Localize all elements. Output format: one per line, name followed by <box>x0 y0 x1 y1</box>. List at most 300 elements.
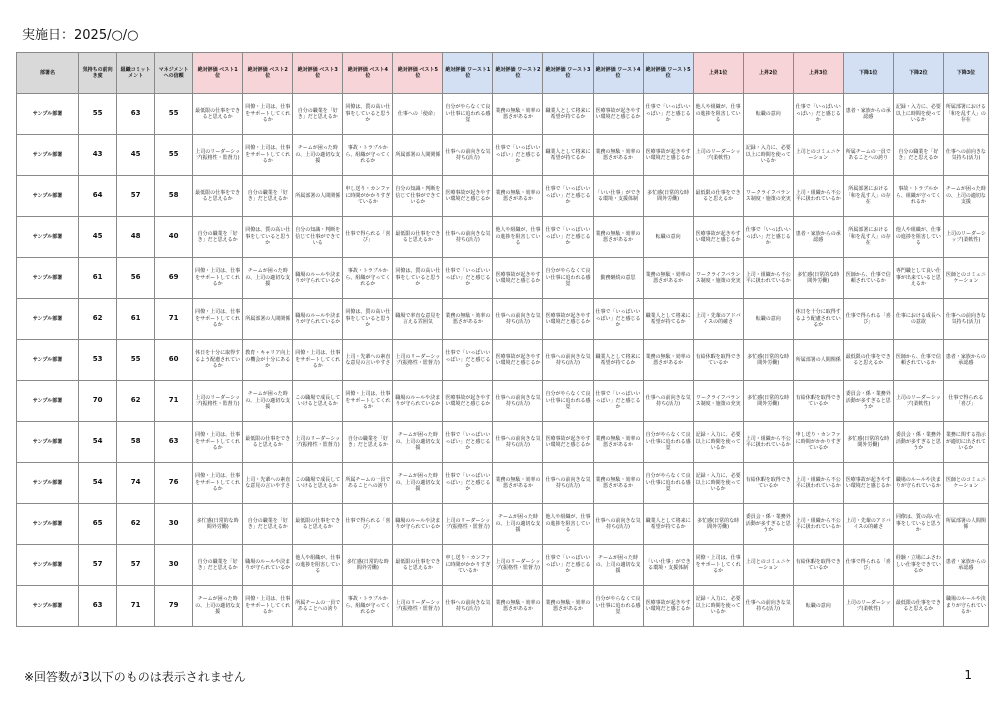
ranking-item-cell: 所属部署の人間関係 <box>393 135 443 176</box>
ranking-item-cell: 業務の無駄・効率の悪さがあるか <box>643 340 693 381</box>
ranking-item-cell: 他人や組織が、仕事の進捗を阻害している <box>693 94 743 135</box>
ranking-item-cell: 職場のルールや決まりが守られているか <box>943 586 988 627</box>
ranking-item-cell: 医師とのコミュニケーション <box>943 258 988 299</box>
ranking-item-cell: 上司・組織から不公平に扱われているか <box>793 463 843 504</box>
ranking-item-cell: 仕事で得られる「喜び」 <box>843 299 893 340</box>
ranking-item-cell: 記録・入力に、必要以上に時間を使っているか <box>743 135 793 176</box>
column-header: 絶対評価 ワースト3位 <box>543 53 593 94</box>
ranking-item-cell: 自分がやらなくて良い仕事に追われる感覚 <box>543 381 593 422</box>
ranking-item-cell: 仕事で「いっぱいいっぱい」だと感じるか <box>443 463 493 504</box>
ranking-item-cell: 仕事への前向きな気持ち(活力) <box>493 422 543 463</box>
ranking-item-cell: 業務の無駄・効率の悪さがあるか <box>493 176 543 217</box>
ranking-item-cell: チームが困った時の、上司の適切な支援 <box>593 545 643 586</box>
score-cell: 45 <box>117 135 155 176</box>
ranking-item-cell: 経験・立場にふさわしい仕事をできているか <box>893 545 943 586</box>
ranking-item-cell: 業務の無駄・効率の悪さがあるか <box>493 463 543 504</box>
ranking-item-cell: 医療事故が起きやすい環境だと感じるか <box>443 381 493 422</box>
ranking-item-cell: チームが困った時の、上司の適切な支援 <box>943 176 988 217</box>
ranking-item-cell: 職場のルールや決まりが守られているか <box>293 299 343 340</box>
header-row <box>17 53 989 94</box>
ranking-item-cell: 同僚・上司は、仕事をサポートしてくれるか <box>193 463 243 504</box>
ranking-item-cell: 上司・先輩への素直な意見の言いやすさ <box>243 463 293 504</box>
ranking-item-cell: 他人や組織が、仕事の進捗を阻害している <box>893 217 943 258</box>
ranking-item-cell: 仕事で得られる「喜び」 <box>343 217 393 258</box>
ranking-item-cell: 仕事への前向きな気持ち(活力) <box>493 299 543 340</box>
table-row <box>17 135 989 176</box>
score-cell: 58 <box>117 422 155 463</box>
ranking-item-cell: 記録・入力に、必要以上に時間を使っているか <box>693 422 743 463</box>
ranking-item-cell: 上司のリーダーシップ(振格性・監督力) <box>193 381 243 422</box>
score-cell: 61 <box>117 299 155 340</box>
ranking-item-cell: 仕事で「いっぱいいっぱい」だと感じるか <box>443 340 493 381</box>
ranking-item-cell: 仕事への前向きな気持ち(活力) <box>443 135 493 176</box>
ranking-item-cell: 同僚・上司は、仕事をサポートしてくれるか <box>193 422 243 463</box>
ranking-item-cell: チームが困った時の、上司の適切な支援 <box>393 463 443 504</box>
ranking-item-cell: 仕事で「いっぱいいっぱい」だと感じるか <box>593 299 643 340</box>
score-cell: 63 <box>117 94 155 135</box>
ranking-item-cell: 上司のリーダーシップ(柔軟性) <box>693 135 743 176</box>
ranking-item-cell: 所属部署の人間関係 <box>943 504 988 545</box>
ranking-item-cell: 仕事で「いっぱいいっぱい」だと感じるか <box>543 217 593 258</box>
ranking-item-cell: 他人や組織が、仕事の進捗を阻害している <box>493 217 543 258</box>
ranking-item-cell: ワークライフバランス制度・施策の充実 <box>693 258 743 299</box>
ranking-item-cell: 多忙感(日常的な時間外労働) <box>643 176 693 217</box>
ranking-item-cell: 所属部署における「和を乱す人」の存在 <box>943 94 988 135</box>
ranking-item-cell: 職業人として将来に希望が持てるか <box>543 135 593 176</box>
ranking-item-cell: 所属チームの一員であることへの誇り <box>293 586 343 627</box>
column-header: 絶対評価 ベスト5位 <box>393 53 443 94</box>
table-row <box>17 586 989 627</box>
score-cell: 58 <box>155 176 193 217</box>
table-row <box>17 504 989 545</box>
score-cell: 53 <box>79 340 117 381</box>
ranking-item-cell: 休日を十分に取得するよう配慮されているか <box>793 299 843 340</box>
ranking-item-cell: 職業人として将来に希望が持てるか <box>643 504 693 545</box>
ranking-item-cell: 仕事で「いっぱいいっぱい」だと感じるか <box>643 94 693 135</box>
ranking-item-cell: 転職の意向 <box>793 586 843 627</box>
ranking-item-cell: 他人や組織が、仕事の進捗を阻害している <box>543 504 593 545</box>
ranking-item-cell: 仕事で「いっぱいいっぱい」だと感じるか <box>443 258 493 299</box>
ranking-item-cell: 上司のリーダーシップ(柔軟性) <box>843 586 893 627</box>
column-header: 気持ちの前向き度 <box>79 53 117 94</box>
ranking-item-cell: 有給休暇を取得できているか <box>693 340 743 381</box>
department-name: サンプル部署 <box>17 94 79 135</box>
ranking-item-cell: 仕事で「いっぱいいっぱい」だと感じるか <box>443 422 493 463</box>
department-name: サンプル部署 <box>17 217 79 258</box>
ranking-item-cell: 多忙感(日常的な時間外労働) <box>793 258 843 299</box>
ranking-item-cell: 同僚は、質の高い仕事をしていると思うか <box>343 94 393 135</box>
column-header: 下降1位 <box>843 53 893 94</box>
report-date-title: 実施日：2025/○/○ <box>22 28 139 43</box>
table-row <box>17 258 989 299</box>
column-header: 絶対評価 ワースト2位 <box>493 53 543 94</box>
score-cell: 71 <box>155 299 193 340</box>
score-cell: 60 <box>155 340 193 381</box>
ranking-item-cell: 多忙感(日常的な時間外労働) <box>693 504 743 545</box>
ranking-item-cell: 上司・先輩のアドバイスの的確さ <box>843 504 893 545</box>
ranking-item-cell: 医療事故が起きやすい環境だと感じるか <box>443 176 493 217</box>
ranking-item-cell: 有給休暇を取得できているか <box>743 463 793 504</box>
ranking-item-cell: 最低限の仕事をできると思えるか <box>843 340 893 381</box>
ranking-item-cell: 上司とのコミュニケーション <box>743 545 793 586</box>
ranking-item-cell: 仕事への「使命」 <box>393 94 443 135</box>
ranking-item-cell: 所属部署の人間関係 <box>293 176 343 217</box>
ranking-item-cell: 同僚・上司は、仕事をサポートしてくれるか <box>293 340 343 381</box>
ranking-item-cell: チームが困った時の、上司の適切な支援 <box>193 586 243 627</box>
score-cell: 40 <box>155 217 193 258</box>
score-cell: 76 <box>155 463 193 504</box>
column-header: 上昇2位 <box>743 53 793 94</box>
ranking-item-cell: チームが困った時の、上司の適切な支援 <box>493 504 543 545</box>
ranking-item-cell: 自分の職業を「好き」だと思えるか <box>893 135 943 176</box>
ranking-item-cell: 所属部署の人間関係 <box>793 340 843 381</box>
table-header <box>17 53 989 94</box>
ranking-item-cell: 上司・先輩への素直な意見の言いやすさ <box>343 340 393 381</box>
ranking-item-cell: 業務の無駄・効率の悪さがあるか <box>493 94 543 135</box>
ranking-item-cell: 職場で率直な意見を言える雰囲気 <box>393 299 443 340</box>
column-header: 組織コミットメント <box>117 53 155 94</box>
score-cell: 65 <box>79 504 117 545</box>
ranking-item-cell: 医師から、仕事で信頼されているか <box>893 340 943 381</box>
table-row <box>17 299 989 340</box>
ranking-item-cell: この職場で成長していけると思えるか <box>293 381 343 422</box>
ranking-item-cell: 職業人として将来に希望が持てるか <box>543 94 593 135</box>
column-header: 上昇1位 <box>693 53 743 94</box>
ranking-item-cell: 自分の職業を「好き」だと思えるか <box>293 94 343 135</box>
score-cell: 57 <box>117 545 155 586</box>
ranking-item-cell: 上司のリーダーシップ(柔軟性) <box>893 381 943 422</box>
ranking-item-cell: 所属部署における「和を乱す人」の存在 <box>843 176 893 217</box>
department-name: サンプル部署 <box>17 422 79 463</box>
score-cell: 71 <box>117 586 155 627</box>
ranking-item-cell: 多忙感(日常的な時間外労働) <box>343 545 393 586</box>
ranking-item-cell: 医療事故が起きやすい環境だと感じるか <box>493 258 543 299</box>
department-survey-table <box>16 52 989 627</box>
page-number: 1 <box>964 668 972 682</box>
ranking-item-cell: 上司のリーダーシップ(振格性・監督力) <box>193 135 243 176</box>
ranking-item-cell: 仕事への前向きな気持ち(活力) <box>593 504 643 545</box>
ranking-item-cell: 自分の職業を「好き」だと思えるか <box>193 545 243 586</box>
ranking-item-cell: 仕事への前向きな気持ち(活力) <box>943 299 988 340</box>
ranking-item-cell: 医療事故が起きやすい環境だと感じるか <box>643 135 693 176</box>
table-row <box>17 422 989 463</box>
ranking-item-cell: 仕事における成長への意欲 <box>893 299 943 340</box>
ranking-item-cell: 有給休暇を取得できているか <box>793 545 843 586</box>
ranking-item-cell: 所属チームの一員であることへの誇り <box>343 463 393 504</box>
column-header: 上昇3位 <box>793 53 843 94</box>
ranking-item-cell: 上司・組織から不公平に扱われているか <box>793 504 843 545</box>
ranking-item-cell: 同僚・上司は、仕事をサポートしてくれるか <box>343 381 393 422</box>
ranking-item-cell: 仕事で「いっぱいいっぱい」だと感じるか <box>593 381 643 422</box>
ranking-item-cell: 職業人として将来に希望が持てるか <box>593 340 643 381</box>
ranking-item-cell: 多忙感(日常的な時間外労働) <box>193 504 243 545</box>
table-body <box>17 94 989 627</box>
score-cell: 45 <box>79 217 117 258</box>
ranking-item-cell: 業務の無駄・効率の悪さがあるか <box>593 463 643 504</box>
score-cell: 61 <box>79 258 117 299</box>
department-name: サンプル部署 <box>17 504 79 545</box>
ranking-item-cell: 医療事故が起きやすい環境だと感じるか <box>493 340 543 381</box>
ranking-item-cell: 仕事への前向きな気持ち(活力) <box>643 381 693 422</box>
table-row <box>17 94 989 135</box>
ranking-item-cell: 仕事への前向きな気持ち(活力) <box>543 340 593 381</box>
ranking-item-cell: 職場のルールや決まりが守られているか <box>893 463 943 504</box>
ranking-item-cell: 自分の知識・判断を信じて仕事ができている <box>293 217 343 258</box>
ranking-item-cell: 有給休暇を取得できているか <box>793 381 843 422</box>
ranking-item-cell: 業務の無駄・効率の悪さがあるか <box>493 586 543 627</box>
ranking-item-cell: 最低限の仕事をできると思えるか <box>893 586 943 627</box>
score-cell: 69 <box>155 258 193 299</box>
ranking-item-cell: 医療事故が起きやすい環境だと感じるか <box>593 94 643 135</box>
score-cell: 54 <box>79 463 117 504</box>
table-row <box>17 340 989 381</box>
score-cell: 74 <box>117 463 155 504</box>
ranking-item-cell: 仕事への前向きな気持ち(活力) <box>743 586 793 627</box>
ranking-item-cell: 患者・家族からの承認感 <box>943 340 988 381</box>
ranking-item-cell: 最低限の仕事をできると思えるか <box>243 422 293 463</box>
ranking-item-cell: 医療事故が起きやすい環境だと感じるか <box>643 586 693 627</box>
score-cell: 56 <box>117 258 155 299</box>
ranking-item-cell: 最低限の仕事をできると思えるか <box>693 176 743 217</box>
ranking-item-cell: 職場のルールや決まりが守られているか <box>293 258 343 299</box>
score-cell: 62 <box>117 381 155 422</box>
ranking-item-cell: 最低限の仕事をできると思えるか <box>293 504 343 545</box>
ranking-item-cell: 職業人として将来に希望が持てるか <box>643 299 693 340</box>
ranking-item-cell: 自分がやらなくて良い仕事に追われる感覚 <box>643 463 693 504</box>
ranking-item-cell: 仕事への前向きな気持ち(活力) <box>443 217 493 258</box>
score-cell: 71 <box>155 381 193 422</box>
score-cell: 57 <box>117 176 155 217</box>
ranking-item-cell: 仕事への前向きな気持ち(活力) <box>943 135 988 176</box>
ranking-item-cell: 委員会・係・業務外活動が多すぎると思うか <box>843 381 893 422</box>
ranking-item-cell: 「いい仕事」ができる環境・支援体制 <box>643 545 693 586</box>
ranking-item-cell: 仕事で「いっぱいいっぱい」だと感じるか <box>543 545 593 586</box>
ranking-item-cell: 自分の知識・判断を信じて仕事ができているか <box>393 176 443 217</box>
score-cell: 30 <box>155 545 193 586</box>
ranking-item-cell: 所属部署における「和を乱す人」の存在 <box>843 217 893 258</box>
column-header: 下降2位 <box>893 53 943 94</box>
ranking-item-cell: 仕事で得られる「喜び」 <box>843 545 893 586</box>
ranking-item-cell: 所属部署の人間関係 <box>243 299 293 340</box>
table-row <box>17 176 989 217</box>
ranking-item-cell: 自分の職業を「好き」だと思えるか <box>343 422 393 463</box>
department-name: サンプル部署 <box>17 463 79 504</box>
ranking-item-cell: 委員会・係・業務外活動が多すぎると思うか <box>743 504 793 545</box>
score-cell: 48 <box>117 217 155 258</box>
score-cell: 54 <box>79 422 117 463</box>
ranking-item-cell: 休日を十分に取得するよう配慮されているか <box>193 340 243 381</box>
ranking-item-cell: 仕事で得られる「喜び」 <box>343 504 393 545</box>
department-name: サンプル部署 <box>17 340 79 381</box>
score-cell: 64 <box>79 176 117 217</box>
ranking-item-cell: 他人や組織が、仕事の進捗を阻害している <box>293 545 343 586</box>
score-cell: 55 <box>155 135 193 176</box>
ranking-item-cell: 上司とのコミュニケーション <box>793 135 843 176</box>
ranking-item-cell: 同僚・上司は、仕事をサポートしてくれるか <box>243 586 293 627</box>
column-header: 絶対評価 ワースト5位 <box>643 53 693 94</box>
ranking-item-cell: 同僚・上司は、仕事をサポートしてくれるか <box>193 299 243 340</box>
ranking-item-cell: 転職の意向 <box>743 94 793 135</box>
ranking-item-cell: 最低限の仕事をできると思えるか <box>193 94 243 135</box>
ranking-item-cell: 業務の無駄・効率の悪さがあるか <box>593 422 643 463</box>
ranking-item-cell: 事故・トラブルから、組織が守ってくれるか <box>343 258 393 299</box>
table-row <box>17 463 989 504</box>
ranking-item-cell: 上司・組織から不公平に扱われているか <box>793 176 843 217</box>
ranking-item-cell: 教育・キャリア向上の機会が十分にあるか <box>243 340 293 381</box>
ranking-item-cell: 「いい仕事」ができる環境・支援体制 <box>593 176 643 217</box>
ranking-item-cell: 記録・入力に、必要以上に時間を使っているか <box>693 463 743 504</box>
ranking-item-cell: 同僚は、質の高い仕事をしていると思うか <box>893 504 943 545</box>
ranking-item-cell: 同僚は、質の高い仕事をしていると思うか <box>393 258 443 299</box>
ranking-item-cell: 医師とのコミュニケーション <box>943 463 988 504</box>
ranking-item-cell: 患者・家族からの承認感 <box>843 94 893 135</box>
ranking-item-cell: 同僚・上司は、仕事をサポートしてくれるか <box>693 545 743 586</box>
column-header: 絶対評価 ベスト1位 <box>193 53 243 94</box>
ranking-item-cell: 自分の職業を「好き」だと思えるか <box>193 217 243 258</box>
score-cell: 43 <box>79 135 117 176</box>
ranking-item-cell: ワークライフバランス制度・施策の充実 <box>693 381 743 422</box>
ranking-item-cell: 申し送り・カンファに時間がかかりすぎているか <box>443 545 493 586</box>
ranking-item-cell: 同僚・上司は、仕事をサポートしてくれるか <box>193 258 243 299</box>
ranking-item-cell: 業務の無駄・効率の悪さがあるか <box>593 135 643 176</box>
ranking-item-cell: 医療事故が起きやすい環境だと感じるか <box>543 422 593 463</box>
ranking-item-cell: 上司のリーダーシップ(振格性・監督力) <box>393 340 443 381</box>
ranking-item-cell: 業務の無駄・効率の悪さがあるか <box>543 586 593 627</box>
ranking-item-cell: 記録・入力に、必要以上に時間を使っているか <box>893 94 943 135</box>
ranking-item-cell: 医療事故が起きやすい環境だと感じるか <box>693 217 743 258</box>
ranking-item-cell: チームが困った時の、上司の適切な支援 <box>243 381 293 422</box>
ranking-item-cell: 職場のルールや決まりが守られているか <box>393 504 443 545</box>
ranking-item-cell: チームが困った時の、上司の適切な支援 <box>293 135 343 176</box>
ranking-item-cell: 記録・入力に、必要以上に時間を使っているか <box>693 586 743 627</box>
score-cell: 70 <box>79 381 117 422</box>
ranking-item-cell: 同僚・上司は、仕事をサポートしてくれるか <box>243 94 293 135</box>
ranking-item-cell: 上司・先輩のアドバイスの的確さ <box>693 299 743 340</box>
ranking-item-cell: 上司・組織から不公平に扱われているか <box>743 422 793 463</box>
ranking-item-cell: チームが困った時の、上司の適切な支援 <box>393 422 443 463</box>
ranking-item-cell: 職場のルールや決まりが守られているか <box>243 545 293 586</box>
ranking-item-cell: 患者・家族からの承認感 <box>793 217 843 258</box>
score-cell: 63 <box>79 586 117 627</box>
ranking-item-cell: 業務の無駄・効率の悪さがあるか <box>593 217 643 258</box>
ranking-item-cell: 同僚・上司は、仕事をサポートしてくれるか <box>243 135 293 176</box>
ranking-item-cell: 業務の無駄・効率の悪さがあるか <box>643 258 693 299</box>
ranking-item-cell: 多忙感(日常的な時間外労働) <box>743 381 793 422</box>
ranking-item-cell: 自分の職業を「好き」だと思えるか <box>243 504 293 545</box>
department-name: サンプル部署 <box>17 299 79 340</box>
ranking-item-cell: 上司のリーダーシップ(振格性・監督力) <box>393 586 443 627</box>
column-header: 絶対評価 ワースト4位 <box>593 53 643 94</box>
ranking-item-cell: 事故・トラブルから、組織が守ってくれるか <box>343 586 393 627</box>
column-header: 部署名 <box>17 53 79 94</box>
department-name: サンプル部署 <box>17 176 79 217</box>
ranking-item-cell: 自分がやらなくて良い仕事に追われる感覚 <box>543 258 593 299</box>
ranking-item-cell: 業務に関する指示が適切に出されているか <box>943 422 988 463</box>
ranking-item-cell: 上司のリーダーシップ(柔軟性) <box>943 217 988 258</box>
score-cell: 30 <box>155 504 193 545</box>
ranking-item-cell: 患者・家族からの承認感 <box>943 545 988 586</box>
ranking-item-cell: 医療事故が起きやすい環境だと感じるか <box>843 463 893 504</box>
ranking-item-cell: 仕事で「いっぱいいっぱい」だと感じるか <box>543 176 593 217</box>
table-row <box>17 381 989 422</box>
ranking-item-cell: 申し送り・カンファに時間がかかりすぎているか <box>793 422 843 463</box>
ranking-item-cell: 仕事で得られる「喜び」 <box>943 381 988 422</box>
column-header: 絶対評価 ワースト1位 <box>443 53 493 94</box>
ranking-item-cell: 上司のリーダーシップ(振格性・監督力) <box>443 504 493 545</box>
ranking-item-cell: 専門職として良い仕事が出来ていると思えるか <box>893 258 943 299</box>
ranking-item-cell: 多忙感(日常的な時間外労働) <box>843 422 893 463</box>
ranking-item-cell: 業務の無駄・効率の悪さがあるか <box>443 299 493 340</box>
department-name: サンプル部署 <box>17 258 79 299</box>
ranking-item-cell: この職場で成長していけると思えるか <box>293 463 343 504</box>
ranking-item-cell: 仕事への前向きな気持ち(活力) <box>493 381 543 422</box>
department-name: サンプル部署 <box>17 545 79 586</box>
ranking-item-cell: 自分がやらなくて良い仕事に追われる感覚 <box>643 422 693 463</box>
score-cell: 55 <box>79 94 117 135</box>
ranking-item-cell: 申し送り・カンファに時間がかかりすぎているか <box>343 176 393 217</box>
score-cell: 57 <box>79 545 117 586</box>
ranking-item-cell: 上司・組織から不公平に扱われているか <box>743 258 793 299</box>
ranking-item-cell: 転職の意向 <box>743 299 793 340</box>
ranking-item-cell: 自分がやらなくて良い仕事に追われる感覚 <box>593 586 643 627</box>
ranking-item-cell: 仕事で「いっぱいいっぱい」だと感じるか <box>743 217 793 258</box>
ranking-item-cell: 事故・トラブルから、組織が守ってくれるか <box>343 135 393 176</box>
score-cell: 63 <box>155 422 193 463</box>
ranking-item-cell: 勤務継続の意思 <box>593 258 643 299</box>
footer-note: ※回答数が3以下のものは表示されません <box>24 670 246 684</box>
column-header: マネジメントへの信頼 <box>155 53 193 94</box>
score-cell: 62 <box>117 504 155 545</box>
ranking-item-cell: ワークライフバランス制度・施策の充実 <box>743 176 793 217</box>
table-row <box>17 545 989 586</box>
department-name: サンプル部署 <box>17 381 79 422</box>
ranking-item-cell: 同僚は、質の高い仕事をしていると思うか <box>343 299 393 340</box>
ranking-item-cell: 医師から、仕事で信頼されているか <box>843 258 893 299</box>
score-cell: 79 <box>155 586 193 627</box>
column-header: 絶対評価 ベスト2位 <box>243 53 293 94</box>
table-row <box>17 217 989 258</box>
ranking-item-cell: 転職の意向 <box>643 217 693 258</box>
column-header: 絶対評価 ベスト4位 <box>343 53 393 94</box>
department-name: サンプル部署 <box>17 586 79 627</box>
ranking-item-cell: 最低限の仕事をできると思えるか <box>393 217 443 258</box>
ranking-item-cell: 仕事で「いっぱいいっぱい」だと感じるか <box>793 94 843 135</box>
column-header: 下降3位 <box>943 53 988 94</box>
ranking-item-cell: チームが困った時の、上司の適切な支援 <box>243 258 293 299</box>
ranking-item-cell: 医療事故が起きやすい環境だと感じるか <box>543 299 593 340</box>
score-cell: 62 <box>79 299 117 340</box>
ranking-item-cell: 仕事で「いっぱいいっぱい」だと感じるか <box>493 135 543 176</box>
ranking-item-cell: 上司のリーダーシップ(振格性・監督力) <box>293 422 343 463</box>
ranking-item-cell: 自分の職業を「好き」だと思えるか <box>243 176 293 217</box>
ranking-item-cell: 仕事への前向きな気持ち(活力) <box>543 463 593 504</box>
ranking-item-cell: 同僚は、質の高い仕事をしていると思うか <box>243 217 293 258</box>
ranking-item-cell: 最低限の仕事をできると思えるか <box>393 545 443 586</box>
department-name: サンプル部署 <box>17 135 79 176</box>
ranking-item-cell: 職場のルールや決まりが守られているか <box>393 381 443 422</box>
ranking-item-cell: 仕事への前向きな気持ち(活力) <box>443 586 493 627</box>
ranking-item-cell: 委員会・係・業務外活動が多すぎると思うか <box>893 422 943 463</box>
score-cell: 55 <box>117 340 155 381</box>
score-cell: 55 <box>155 94 193 135</box>
ranking-item-cell: 最低限の仕事をできると思えるか <box>193 176 243 217</box>
ranking-item-cell: 所属チームの一員であることへの誇り <box>843 135 893 176</box>
column-header: 絶対評価 ベスト3位 <box>293 53 343 94</box>
ranking-item-cell: 自分がやらなくて良い仕事に追われる感覚 <box>443 94 493 135</box>
ranking-item-cell: 多忙感(日常的な時間外労働) <box>743 340 793 381</box>
ranking-item-cell: 上司のリーダーシップ(振格性・監督力) <box>493 545 543 586</box>
ranking-item-cell: 事故・トラブルから、組織が守ってくれるか <box>893 176 943 217</box>
